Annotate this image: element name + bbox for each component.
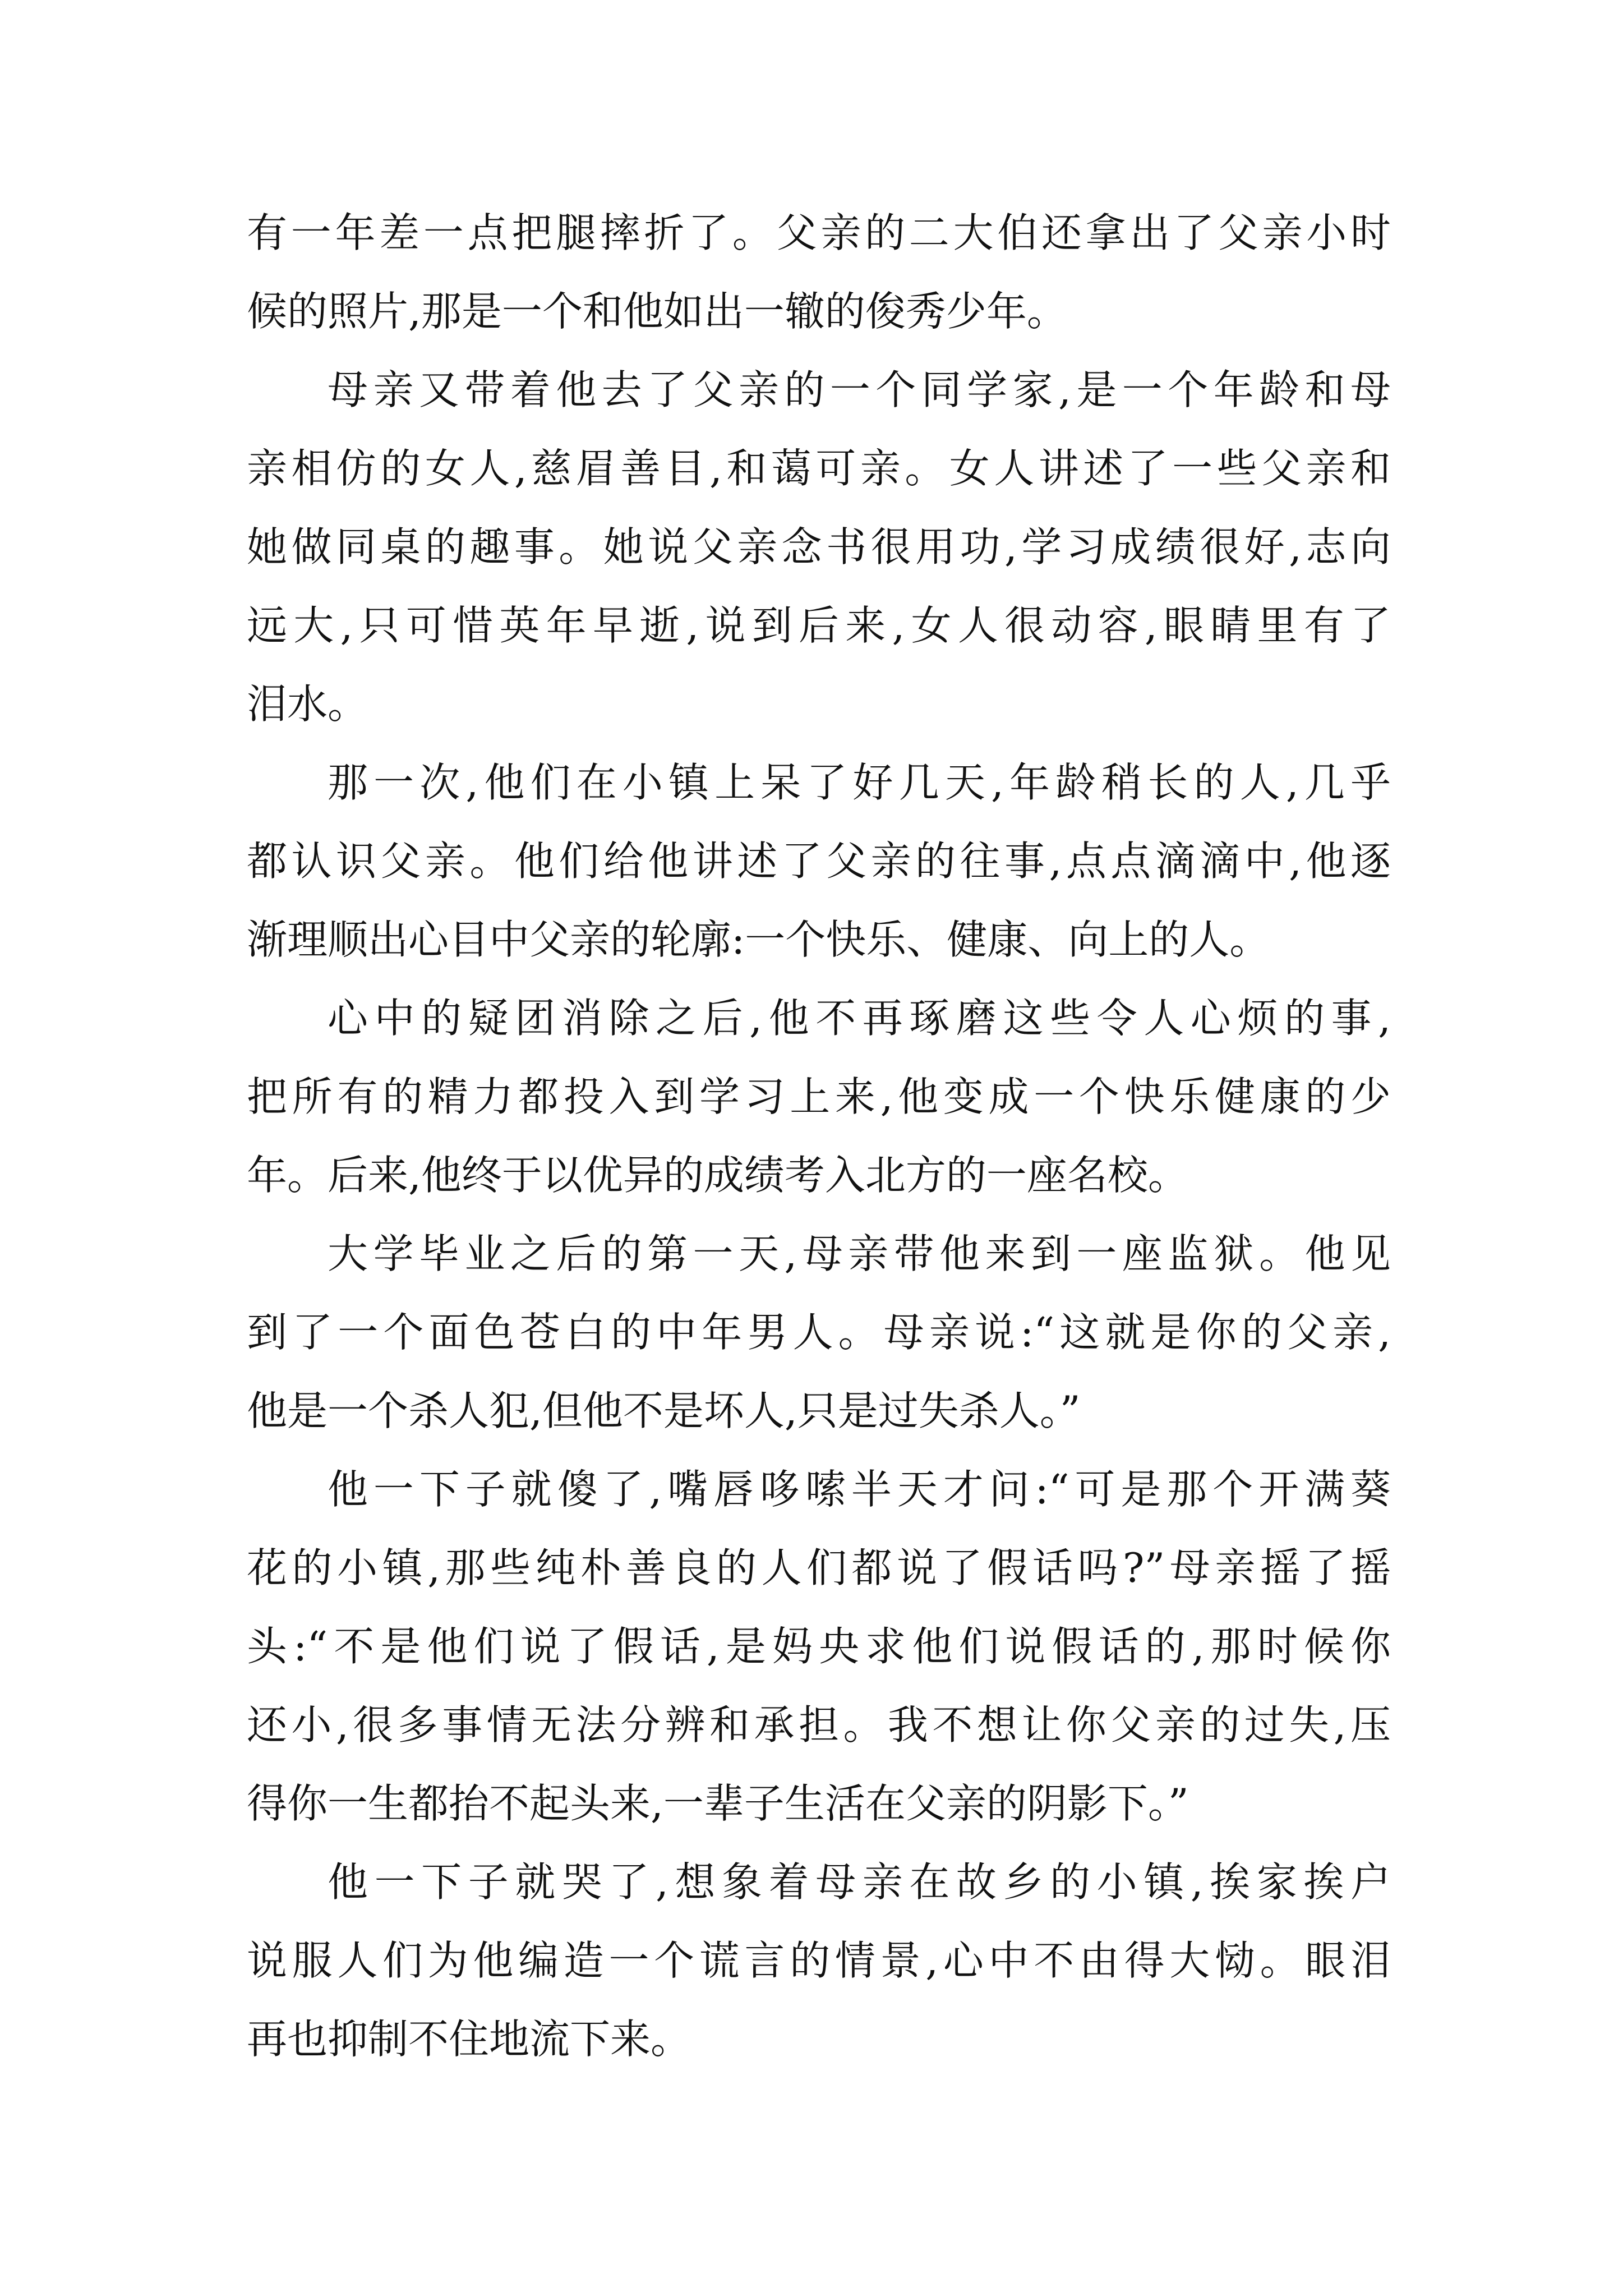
text-line: 渐理顺出心目中父亲的轮廓:一个快乐、健康、向上的人。 — [247, 916, 1270, 963]
text-line: 他一下子就哭了,想象着母亲在故乡的小镇,挨家挨户 — [328, 1858, 1391, 1906]
text-line: 候的照片,那是一个和他如出一辙的俊秀少年。 — [247, 288, 1067, 335]
text-line: 到了一个面色苍白的中年男人。母亲说:“这就是你的父亲, — [247, 1309, 1391, 1356]
text-line: 她做同桌的趣事。她说父亲念书很用功,学习成绩很好,志向 — [247, 523, 1391, 570]
text-line: 花的小镇,那些纯朴善良的人们都说了假话吗?”母亲摇了摇 — [247, 1544, 1391, 1591]
text-line: 再也抑制不住地流下来。 — [247, 2016, 691, 2063]
text-line: 母亲又带着他去了父亲的一个同学家,是一个年龄和母 — [328, 366, 1391, 413]
body-text — [247, 194, 1391, 2078]
text-line: 大学毕业之后的第一天,母亲带他来到一座监狱。他见 — [328, 1230, 1391, 1277]
text-line: 把所有的精力都投入到学习上来,他变成一个快乐健康的少 — [247, 1073, 1391, 1120]
text-line: 得你一生都抬不起头来,一辈子生活在父亲的阴影下。” — [247, 1780, 1189, 1827]
text-line: 年。后来,他终于以优异的成绩考入北方的一座名校。 — [247, 1152, 1188, 1199]
text-line: 亲相仿的女人,慈眉善目,和蔼可亲。女人讲述了一些父亲和 — [247, 445, 1391, 492]
text-line: 那一次,他们在小镇上呆了好几天,年龄稍长的人,几乎 — [328, 759, 1391, 806]
text-line: 泪水。 — [247, 680, 368, 728]
text-line: 心中的疑团消除之后,他不再琢磨这些令人心烦的事, — [328, 995, 1391, 1042]
text-line: 说服人们为他编造一个谎言的情景,心中不由得大恸。眼泪 — [247, 1937, 1391, 1984]
text-line: 头:“不是他们说了假话,是妈央求他们说假话的,那时候你 — [247, 1623, 1391, 1670]
text-line: 有一年差一点把腿摔折了。父亲的二大伯还拿出了父亲小时 — [247, 209, 1391, 256]
text-line: 他是一个杀人犯,但他不是坏人,只是过失杀人。” — [247, 1387, 1081, 1434]
text-line: 都认识父亲。他们给他讲述了父亲的往事,点点滴滴中,他逐 — [247, 838, 1391, 885]
text-line: 还小,很多事情无法分辨和承担。我不想让你父亲的过失,压 — [247, 1701, 1391, 1749]
text-line: 远大,只可惜英年早逝,说到后来,女人很动容,眼睛里有了 — [247, 602, 1391, 649]
text-line: 他一下子就傻了,嘴唇哆嗦半天才问:“可是那个开满葵 — [328, 1466, 1391, 1513]
